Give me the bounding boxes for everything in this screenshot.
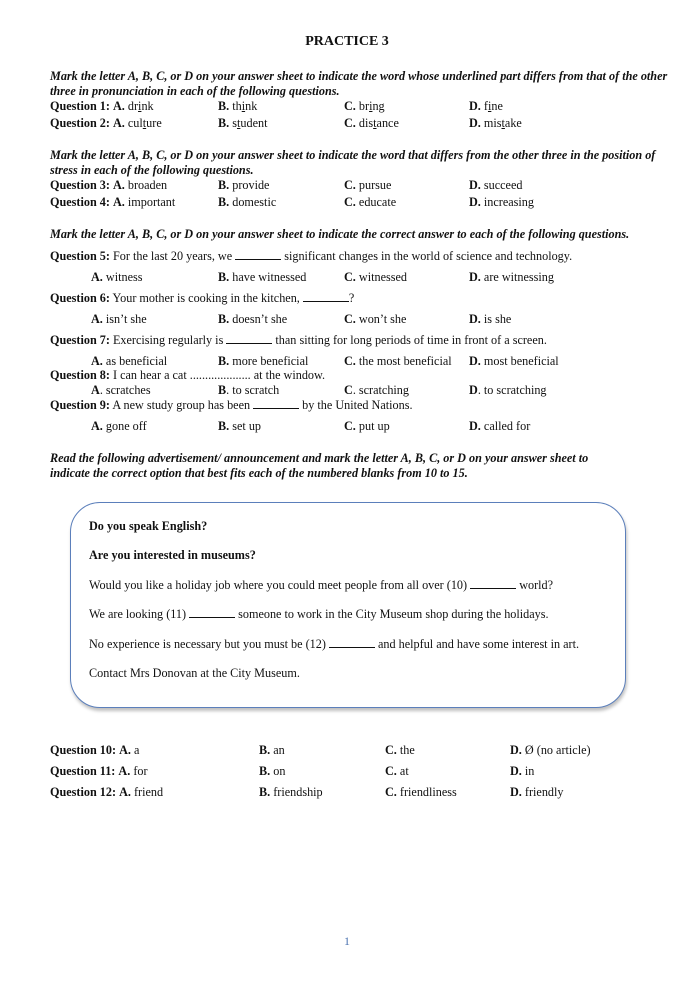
answer-blank bbox=[235, 249, 281, 260]
section-3-instruction: Mark the letter A, B, C, or D on your answer sheet to indicate the correct answer to each of the following questions. bbox=[50, 227, 630, 241]
question-10-option-d: D. Ø (no article) bbox=[510, 743, 591, 757]
question-4-option-c: C. educate bbox=[344, 195, 397, 209]
question-10-option-c: C. the bbox=[385, 743, 415, 757]
question-1-option-d: D. fine bbox=[469, 99, 503, 113]
question-12-option-d: D. friendly bbox=[510, 785, 564, 799]
question-9-option-c: C. put up bbox=[344, 419, 390, 433]
section-4-instruction: Read the following advertisement/ announcement and mark the letter A, B, C, or D on your answer sheet to indicate the correct option that best fits each of the numbered blanks from 10 to 15. bbox=[50, 451, 589, 480]
answer-blank bbox=[470, 578, 516, 589]
advert-line-1: Do you speak English? bbox=[89, 519, 208, 533]
answer-blank bbox=[189, 607, 235, 618]
question-4-option-b: B. domestic bbox=[218, 195, 277, 209]
question-4-option-d: D. increasing bbox=[469, 195, 534, 209]
question-label: Question 1: bbox=[50, 99, 110, 113]
question-7-option-c: C. the most beneficial bbox=[344, 354, 452, 368]
question-9-option-b: B. set up bbox=[218, 419, 262, 433]
question-2-option-c: C. distance bbox=[344, 116, 399, 130]
advert-line-6: Contact Mrs Donovan at the City Museum. bbox=[89, 666, 300, 680]
question-5-option-c: C. witnessed bbox=[344, 270, 407, 284]
question-3-option-c: C. pursue bbox=[344, 178, 392, 192]
question-10: Question 10: A. a bbox=[50, 743, 140, 757]
answer-blank bbox=[329, 637, 375, 648]
question-7-option-a: A. as beneficial bbox=[91, 354, 168, 368]
question-8-option-d: D. to scratching bbox=[469, 383, 547, 397]
question-5-stem: Question 5: For the last 20 years, we significant changes in the world of science and technology. bbox=[50, 249, 573, 263]
question-3: Question 3: A. broaden bbox=[50, 178, 168, 192]
question-6-option-a: A. isn’t she bbox=[91, 312, 147, 326]
page-number: 1 bbox=[344, 934, 350, 948]
question-11-option-d: D. in bbox=[510, 764, 535, 778]
question-9-option-d: D. called for bbox=[469, 419, 531, 433]
option-a: drink bbox=[127, 99, 154, 113]
question-10-option-b: B. an bbox=[259, 743, 285, 757]
question-1-option-b: B. think bbox=[218, 99, 258, 113]
question-12-option-c: C. friendliness bbox=[385, 785, 457, 799]
advertisement-box bbox=[70, 502, 626, 708]
question-8-stem: Question 8: I can hear a cat .................... at the window. bbox=[50, 368, 326, 382]
question-12: Question 12: A. friend bbox=[50, 785, 164, 799]
advert-line-2: Are you interested in museums? bbox=[89, 548, 256, 562]
question-9-option-a: A. gone off bbox=[91, 419, 147, 433]
question-4: Question 4: A. important bbox=[50, 195, 176, 209]
question-5-option-a: A. witness bbox=[91, 270, 143, 284]
question-5-option-d: D. are witnessing bbox=[469, 270, 554, 284]
question-8-option-a: A. scratches bbox=[91, 383, 151, 397]
question-6-stem: Question 6: Your mother is cooking in the kitchen, ? bbox=[50, 291, 355, 305]
question-2: Question 2: A. culture bbox=[50, 116, 162, 130]
answer-blank bbox=[303, 291, 349, 302]
page-title: PRACTICE 3 bbox=[305, 34, 389, 49]
section-1-instruction: Mark the letter A, B, C, or D on your answer sheet to indicate the word whose underlined part differs from that of the other three in pronunciation in each of the following questions. bbox=[50, 69, 668, 98]
answer-blank bbox=[226, 333, 272, 344]
question-6-option-c: C. won’t she bbox=[344, 312, 407, 326]
question-11-option-c: C. at bbox=[385, 764, 409, 778]
option-a: culture bbox=[127, 116, 162, 130]
question-7-stem: Question 7: Exercising regularly is than sitting for long periods of time in front of a screen. bbox=[50, 333, 547, 347]
question-8-option-c: C. scratching bbox=[344, 383, 409, 397]
question-1 bbox=[50, 99, 154, 114]
question-3-option-d: D. succeed bbox=[469, 178, 523, 192]
question-6-option-d: D. is she bbox=[469, 312, 512, 326]
option-letter: A. bbox=[112, 99, 125, 113]
question-2-option-b: B. student bbox=[218, 116, 268, 130]
question-7-option-b: B. more beneficial bbox=[218, 354, 309, 368]
question-12-option-b: B. friendship bbox=[259, 785, 323, 799]
advert-line-5: No experience is necessary but you must be (12) and helpful and have some interest in art. bbox=[89, 637, 580, 651]
question-11-option-b: B. on bbox=[259, 764, 286, 778]
question-5-option-b: B. have witnessed bbox=[218, 270, 307, 284]
question-7-option-d: D. most beneficial bbox=[469, 354, 559, 368]
question-6-option-b: B. doesn’t she bbox=[218, 312, 288, 326]
answer-blank bbox=[253, 398, 299, 409]
question-8-option-b: B. to scratch bbox=[218, 383, 280, 397]
question-11: Question 11: A. for bbox=[50, 764, 148, 778]
advert-line-4: We are looking (11) someone to work in the City Museum shop during the holidays. bbox=[89, 607, 549, 621]
question-9-stem: Question 9: A new study group has been by the United Nations. bbox=[50, 398, 413, 412]
question-3-option-b: B. provide bbox=[218, 178, 270, 192]
section-2-instruction: Mark the letter A, B, C, or D on your answer sheet to indicate the word that differs from the other three in the position of stress in each of the following questions. bbox=[50, 148, 656, 177]
question-2-option-d: D. mistake bbox=[469, 116, 522, 130]
question-1-option-c: C. bring bbox=[344, 99, 385, 113]
advert-line-3: Would you like a holiday job where you could meet people from all over (10) world? bbox=[89, 578, 554, 592]
